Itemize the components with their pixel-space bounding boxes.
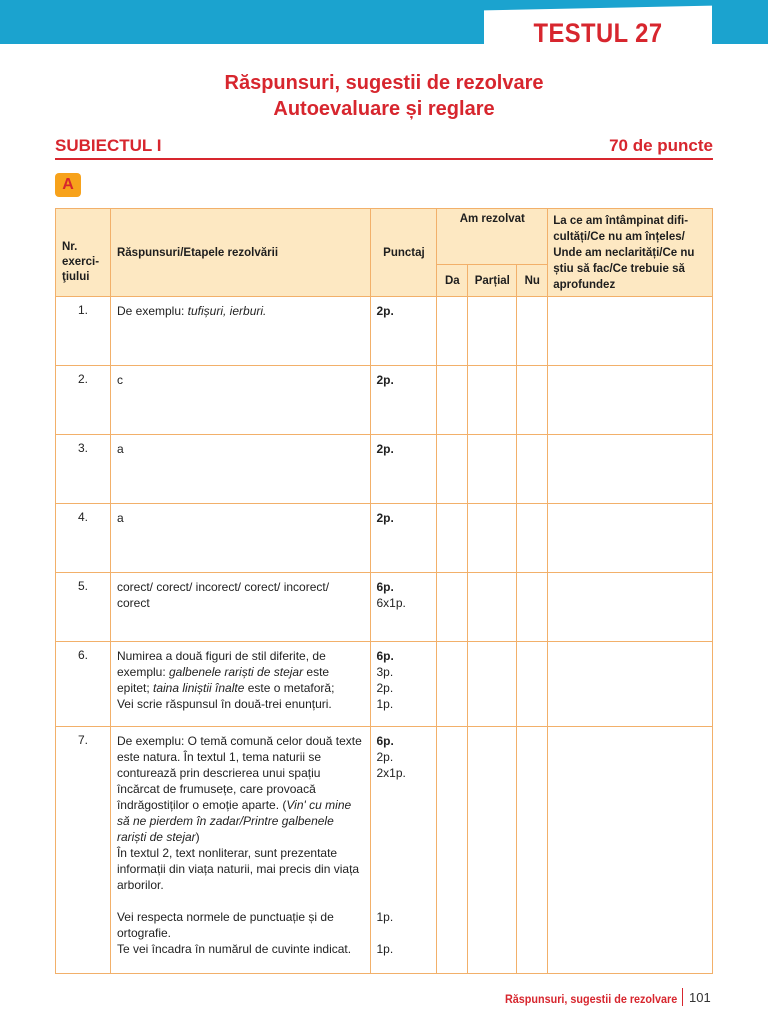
part-badge: A bbox=[55, 173, 81, 197]
header-la-ce: La ce am întâmpinat difi-cultăți/Ce nu am înțeles/ Unde am neclarități/Ce nu știu să fac/Ce trebuie să aprofundez bbox=[548, 209, 713, 297]
table-row bbox=[56, 366, 713, 435]
answer-text: Vei scrie răspunsul în două-trei enunțuri. bbox=[116, 697, 332, 711]
page-heading-line1: Răspunsuri, sugestii de rezolvare bbox=[224, 72, 544, 94]
points-main: 2p. bbox=[376, 442, 394, 456]
table-row bbox=[56, 504, 713, 573]
answer-italic: galbenele rariști de stejar bbox=[169, 665, 304, 679]
check-da[interactable] bbox=[437, 435, 468, 504]
answer-italic: taina liniștii înalte bbox=[153, 681, 245, 695]
notes-cell[interactable] bbox=[548, 435, 713, 504]
notes-cell[interactable] bbox=[548, 573, 713, 642]
row-points bbox=[371, 435, 437, 504]
section-title: SUBIECTUL I bbox=[55, 136, 162, 155]
notes-cell[interactable] bbox=[548, 504, 713, 573]
answer-text: Te vei încadra în numărul de cuvinte indicat. bbox=[116, 942, 352, 956]
check-nu[interactable] bbox=[517, 642, 548, 727]
answer-italic: tufișuri, ierburi. bbox=[187, 304, 267, 318]
answer-text: De exemplu: O temă comună celor două texte este natura. În textul 1, tema naturii se conturează prin descrierea unui spațiu încărcat de frumusețe, care provoacă îndrăgostiților o emoție aparte. ( bbox=[116, 734, 362, 812]
row-answer: corect/ corect/ incorect/ corect/ incorect/ corect bbox=[110, 573, 371, 642]
check-partial[interactable] bbox=[468, 297, 517, 366]
row-number: 1. bbox=[56, 297, 111, 366]
points-detail: 1p. bbox=[376, 697, 394, 711]
row-answer bbox=[110, 642, 371, 727]
check-partial[interactable] bbox=[468, 435, 517, 504]
points-detail: 2x1p. bbox=[376, 766, 406, 780]
check-partial[interactable] bbox=[468, 504, 517, 573]
check-partial[interactable] bbox=[468, 642, 517, 727]
check-da[interactable] bbox=[437, 504, 468, 573]
header-raspunsuri: Răspunsuri/Etapele rezolvării bbox=[110, 209, 371, 297]
row-answer: a bbox=[110, 435, 371, 504]
header-punctaj: Punctaj bbox=[371, 209, 437, 297]
points-detail: 3p. bbox=[376, 665, 394, 679]
answer-text: Numirea a două figuri de stil diferite, de exemplu: bbox=[116, 649, 326, 679]
points-main: 2p. bbox=[376, 511, 394, 525]
table-row bbox=[56, 642, 713, 727]
check-partial[interactable] bbox=[468, 573, 517, 642]
check-partial[interactable] bbox=[468, 366, 517, 435]
notes-cell[interactable] bbox=[548, 727, 713, 974]
row-points bbox=[371, 642, 437, 727]
answer-text: este epitet; bbox=[116, 665, 330, 695]
points-detail: 6x1p. bbox=[376, 596, 406, 610]
footer-divider bbox=[682, 988, 683, 1006]
table-row bbox=[56, 573, 713, 642]
notes-cell[interactable] bbox=[548, 642, 713, 727]
answer-text: ) bbox=[195, 830, 200, 844]
row-answer bbox=[110, 297, 371, 366]
points-main: 2p. bbox=[376, 373, 394, 387]
check-da[interactable] bbox=[437, 297, 468, 366]
points-detail: 2p. bbox=[376, 681, 394, 695]
table-row bbox=[56, 435, 713, 504]
header-nu: Nu bbox=[517, 265, 548, 297]
row-number: 4. bbox=[56, 504, 111, 573]
check-nu[interactable] bbox=[517, 366, 548, 435]
row-number: 5. bbox=[56, 573, 111, 642]
row-number: 3. bbox=[56, 435, 111, 504]
answer-italic: Vin' cu mine să ne pierdem în zadar/Printre galbenele rariști de stejar bbox=[116, 798, 352, 844]
page-heading-line2: Autoevaluare și reglare bbox=[273, 98, 495, 120]
row-answer: a bbox=[110, 504, 371, 573]
row-points bbox=[371, 573, 437, 642]
check-da[interactable] bbox=[437, 727, 468, 974]
check-da[interactable] bbox=[437, 366, 468, 435]
header-partial: Parțial bbox=[468, 265, 517, 297]
row-answer bbox=[110, 727, 371, 974]
answer-text: În textul 2, text nonliterar, sunt prezentate informații din viața naturii, mai precis din viața arborilor. bbox=[116, 846, 360, 892]
check-nu[interactable] bbox=[517, 297, 548, 366]
points-main: 2p. bbox=[376, 304, 394, 318]
header-da: Da bbox=[437, 265, 468, 297]
row-number: 7. bbox=[56, 727, 111, 974]
row-answer: c bbox=[110, 366, 371, 435]
check-da[interactable] bbox=[437, 642, 468, 727]
points-main: 6p. bbox=[376, 734, 394, 748]
row-points bbox=[371, 366, 437, 435]
answer-text: De exemplu: bbox=[116, 304, 188, 318]
row-number: 6. bbox=[56, 642, 111, 727]
points-detail: 2p. bbox=[376, 750, 394, 764]
notes-cell[interactable] bbox=[548, 366, 713, 435]
table-row bbox=[56, 727, 713, 974]
row-points bbox=[371, 727, 437, 974]
check-nu[interactable] bbox=[517, 504, 548, 573]
check-partial[interactable] bbox=[468, 727, 517, 974]
test-label: TESTUL 27 bbox=[533, 18, 663, 48]
check-nu[interactable] bbox=[517, 435, 548, 504]
row-points bbox=[371, 504, 437, 573]
check-nu[interactable] bbox=[517, 727, 548, 974]
points-detail: 1p. bbox=[376, 910, 394, 924]
section-points: 70 de puncte bbox=[609, 136, 713, 155]
page-number: 101 bbox=[689, 990, 711, 1005]
table-row bbox=[56, 297, 713, 366]
row-points bbox=[371, 297, 437, 366]
answer-text: este o metaforă; bbox=[244, 681, 335, 695]
row-number: 2. bbox=[56, 366, 111, 435]
header-am-rezolvat: Am rezolvat bbox=[437, 209, 548, 265]
section-header bbox=[55, 134, 713, 160]
header-nr: Nr. exerci-ţiului bbox=[56, 209, 111, 297]
answer-text: Vei respecta normele de punctuație și de ortografie. bbox=[116, 910, 334, 940]
footer-title: Răspunsuri, sugestii de rezolvare bbox=[505, 992, 678, 1006]
points-main: 6p. bbox=[376, 580, 394, 594]
answer-table bbox=[55, 208, 713, 974]
notes-cell[interactable] bbox=[548, 297, 713, 366]
check-nu[interactable] bbox=[517, 573, 548, 642]
check-da[interactable] bbox=[437, 573, 468, 642]
points-detail: 1p. bbox=[376, 942, 394, 956]
points-main: 6p. bbox=[376, 649, 394, 663]
